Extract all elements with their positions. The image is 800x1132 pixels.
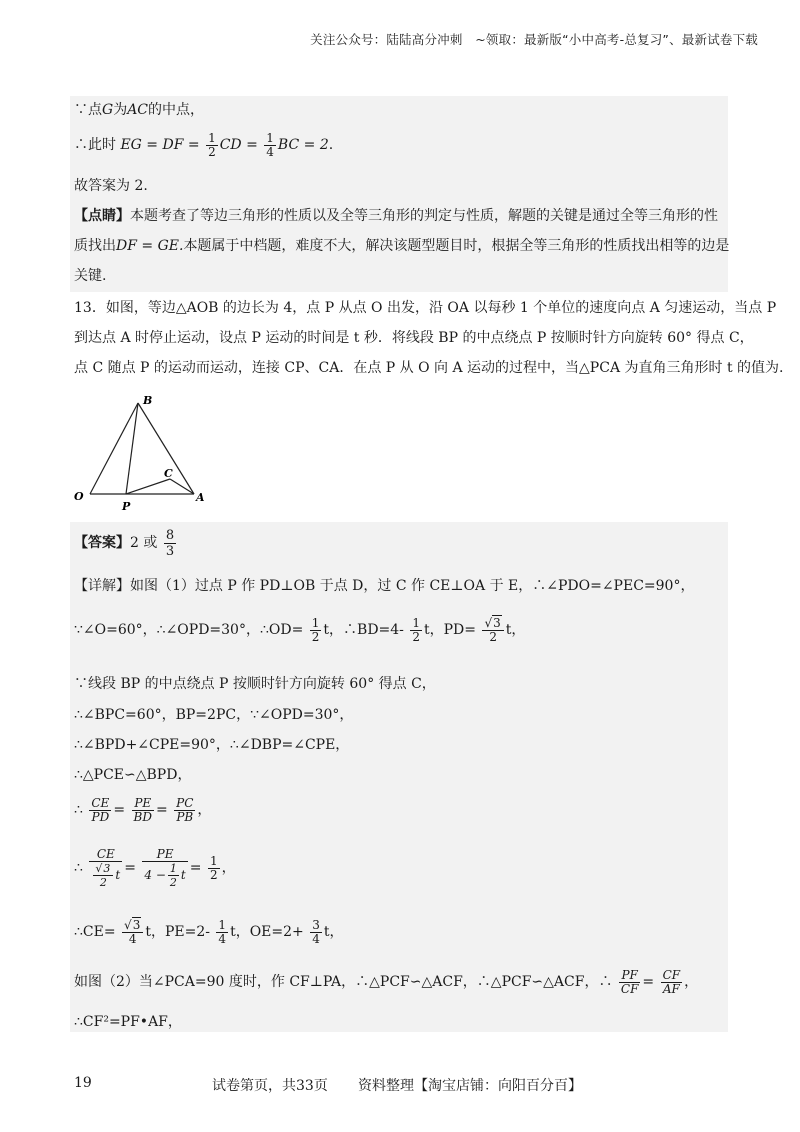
page-header: 关注公众号：陆陆高分冲刺 ~领取：最新版“小中高考-总复习”、最新试卷下载 [310, 32, 758, 47]
triangle-figure [72, 393, 212, 515]
detail-line-10: 如图（2）当∠PCA=90 度时，作 CF⊥PA，∴△PCF∽△ACF，∴△PCF∽△ACF，∴ $\frac{PF}{CF}$ = $\frac{CF}{AF}$ ， [74, 967, 699, 996]
detail-line-6: ∴△PCE∽△BPD， [74, 767, 192, 783]
detail-line-5: ∴∠BPD+∠CPE=90°，∴∠DBP=∠CPE， [74, 737, 350, 753]
detail-line-4: ∴∠BPC=60°，BP=2PC，∵∠OPD=30°， [74, 707, 354, 723]
label-p: P [122, 500, 131, 513]
source-note: 资料整理【淘宝店铺：向阳百分百】 [358, 1078, 582, 1094]
segment-pc [126, 479, 170, 494]
prev-line-1: ∵点G为AC的中点， [74, 102, 205, 118]
label-a: A [196, 491, 205, 504]
comment-line-1: 【点睛】本题考查了等边三角形的性质以及全等三角形的判定与性质，解题的关键是通过全等三角形的性 [74, 208, 718, 224]
detail-line-2: ∵∠O=60°，∴∠OPD=30°，∴OD= $\frac{1}{2}$ t，∴BD=4- $\frac{1}{2}$ t，PD= $\frac{√3}{2}$ t， [74, 615, 526, 644]
detail-line-8: ∴ CE $\frac{√3}{2}$ t = PE 4 − $\frac{1}{2}$ t = $\frac{1}{2}$ ， [74, 846, 236, 889]
side-ob [90, 403, 138, 494]
question-13-line-3: 点 C 随点 P 的运动而运动，连接 CP、CA．在点 P 从 O 向 A 运动的过程中，当△PCA 为直角三角形时 t 的值为. [74, 360, 784, 376]
detail-line-9: ∴CE= $\frac{√3}{4}$ t，PE=2- $\frac{1}{4}$ t，OE=2+ $\frac{3}{4}$ t， [74, 917, 344, 946]
segment-ca [170, 479, 194, 494]
comment-line-2: 质找出DF = GE.本题属于中档题，难度不大，解决该题型题目时，根据全等三角形的性质找出相等的边是 [74, 238, 730, 254]
detail-line-11: ∴CF²=PF•AF， [74, 1014, 182, 1030]
detail-line-1: 【详解】如图（1）过点 P 作 PD⊥OB 于点 D，过 C 作 CE⊥OA 于 E，∴∠PDO=∠PEC=90°， [74, 578, 695, 594]
answer-line: 【答案】2 或 $\frac{8}{3}$ [74, 527, 175, 559]
comment-line-3: 关键. [74, 268, 107, 284]
page-number: 19 [74, 1075, 92, 1091]
question-13-line-2: 到达点 A 时停止运动，设点 P 运动的时间是 t 秒．将线段 BP 的中点绕点 P 按顺时针方向旋转 60° 得点 C， [74, 330, 754, 346]
label-o: O [74, 490, 84, 503]
page-info: 试卷第页，共33页 [212, 1078, 328, 1094]
prev-answer-line: 故答案为 2. [74, 178, 148, 194]
segment-bp [126, 403, 138, 494]
question-13-line-1: 13．如图，等边△AOB 的边长为 4，点 P 从点 O 出发，沿 OA 以每秒 1 个单位的速度向点 A 匀速运动，当点 P [74, 300, 777, 316]
label-b: B [143, 394, 153, 407]
prev-solution-block [70, 96, 728, 292]
detail-line-3: ∵线段 BP 的中点绕点 P 按顺时针方向旋转 60° 得点 C， [74, 676, 436, 692]
prev-line-2: ∴此时 EG = DF = $\frac{1}{2}$ CD = $\frac{1}{4}$ BC = 2. [74, 130, 334, 159]
detail-line-7: ∴ $\frac{CE}{PD}$ = $\frac{PE}{BD}$ = $\frac{PC}{PB}$ ， [74, 795, 212, 824]
triangle-diagram [72, 393, 212, 515]
label-c: C [164, 467, 173, 480]
